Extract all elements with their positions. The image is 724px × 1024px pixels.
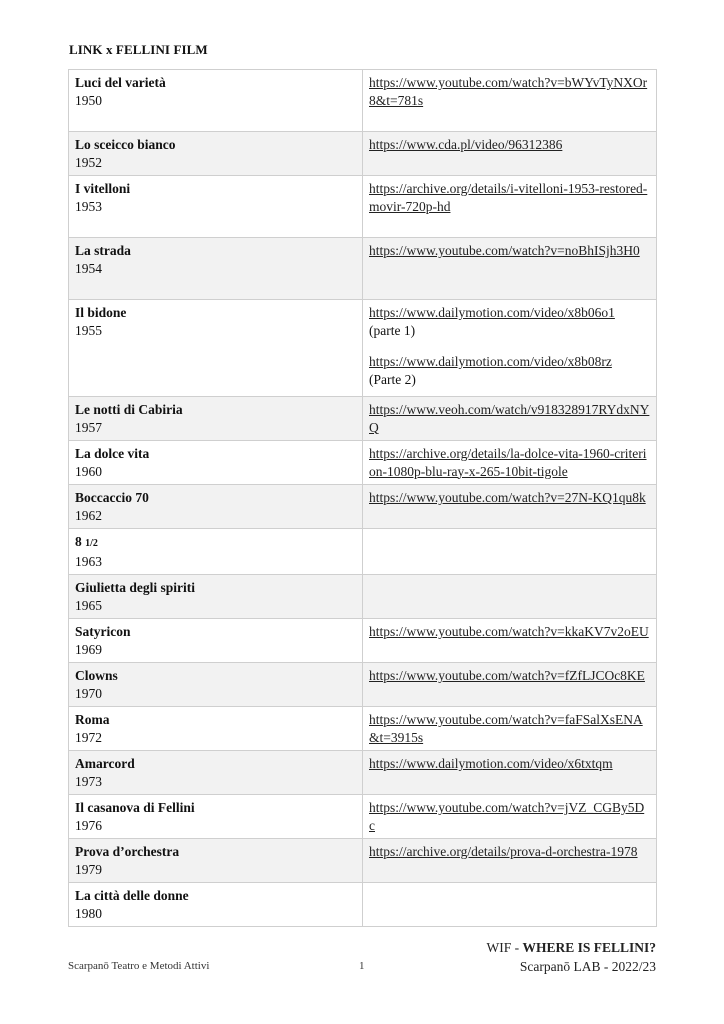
film-link[interactable]: https://www.youtube.com/watch?v=jVZ_CGBy5Dc bbox=[369, 800, 645, 833]
link-cell bbox=[363, 485, 657, 529]
table-row bbox=[69, 397, 657, 441]
film-title-number: 8 bbox=[75, 534, 82, 549]
film-cell bbox=[69, 883, 363, 927]
film-year: 1952 bbox=[75, 154, 102, 170]
link-cell bbox=[363, 176, 657, 238]
film-cell bbox=[69, 839, 363, 883]
page-number: 1 bbox=[359, 960, 365, 972]
film-title: Giulietta degli spiriti bbox=[75, 580, 195, 595]
film-link[interactable]: https://www.dailymotion.com/video/x6txtqm bbox=[369, 756, 613, 771]
film-link[interactable]: https://www.youtube.com/watch?v=27N-KQ1qu8k bbox=[369, 490, 646, 505]
film-link[interactable]: https://archive.org/details/prova-d-orchestra-1978 bbox=[369, 844, 638, 859]
footer-left: Scarpanō Teatro e Metodi Attivi bbox=[68, 960, 210, 972]
film-year: 1979 bbox=[75, 861, 102, 877]
link-cell bbox=[363, 300, 657, 397]
film-title: I vitelloni bbox=[75, 181, 131, 196]
link-note: (parte 1) bbox=[369, 322, 416, 338]
link-cell bbox=[363, 529, 657, 575]
link-note: (Parte 2) bbox=[369, 371, 416, 387]
link-cell bbox=[363, 795, 657, 839]
link-cell bbox=[363, 238, 657, 300]
table-row bbox=[69, 575, 657, 619]
film-year: 1980 bbox=[75, 905, 102, 921]
film-cell bbox=[69, 70, 363, 132]
film-year: 1972 bbox=[75, 729, 102, 745]
film-year: 1976 bbox=[75, 817, 102, 833]
film-cell bbox=[69, 238, 363, 300]
table-row bbox=[69, 751, 657, 795]
table-row bbox=[69, 619, 657, 663]
film-title: La strada bbox=[75, 243, 131, 258]
link-cell bbox=[363, 619, 657, 663]
film-year: 1970 bbox=[75, 685, 102, 701]
film-link[interactable]: https://www.youtube.com/watch?v=bWYvTyNXOr8&t=781s bbox=[369, 75, 648, 108]
film-cell bbox=[69, 619, 363, 663]
link-cell bbox=[363, 132, 657, 176]
footer-right-prefix: WIF - bbox=[486, 940, 523, 955]
table-row bbox=[69, 176, 657, 238]
link-cell bbox=[363, 751, 657, 795]
film-year: 1969 bbox=[75, 641, 102, 657]
film-link[interactable]: https://www.youtube.com/watch?v=noBhISjh3H0 bbox=[369, 243, 640, 258]
film-year: 1955 bbox=[75, 322, 102, 338]
film-cell bbox=[69, 300, 363, 397]
film-year: 1950 bbox=[75, 92, 102, 108]
table-row bbox=[69, 839, 657, 883]
link-cell bbox=[363, 663, 657, 707]
film-link[interactable]: https://www.dailymotion.com/video/x8b08rz bbox=[369, 354, 612, 369]
film-title: Boccaccio 70 bbox=[75, 490, 149, 505]
film-year: 1953 bbox=[75, 198, 102, 214]
film-link[interactable]: https://www.cda.pl/video/96312386 bbox=[369, 137, 563, 152]
film-link[interactable]: https://www.youtube.com/watch?v=kkaKV7v2oEU bbox=[369, 624, 649, 639]
film-title: Clowns bbox=[75, 668, 118, 683]
film-title: Il bidone bbox=[75, 305, 127, 320]
link-cell bbox=[363, 839, 657, 883]
link-cell bbox=[363, 707, 657, 751]
film-link[interactable]: https://archive.org/details/i-vitelloni-1953-restored-movir-720p-hd bbox=[369, 181, 648, 214]
footer-right-line2: Scarpanō LAB - 2022/23 bbox=[519, 959, 656, 974]
film-cell bbox=[69, 132, 363, 176]
footer-right-title: WHERE IS FELLINI? bbox=[522, 940, 656, 955]
table-row bbox=[69, 238, 657, 300]
table-row bbox=[69, 70, 657, 132]
table-row bbox=[69, 529, 657, 575]
film-title: Luci del varietà bbox=[75, 75, 166, 90]
film-title: Le notti di Cabiria bbox=[75, 402, 183, 417]
film-title: La dolce vita bbox=[75, 446, 150, 461]
table-row bbox=[69, 663, 657, 707]
link-cell bbox=[363, 883, 657, 927]
film-link[interactable]: https://www.dailymotion.com/video/x8b06o1 bbox=[369, 305, 615, 320]
film-cell bbox=[69, 795, 363, 839]
film-cell bbox=[69, 529, 363, 575]
film-cell bbox=[69, 441, 363, 485]
film-cell bbox=[69, 707, 363, 751]
table-row bbox=[69, 300, 657, 397]
film-year: 1962 bbox=[75, 507, 102, 523]
film-year: 1957 bbox=[75, 419, 102, 435]
film-title-fraction: 1/2 bbox=[85, 538, 98, 549]
film-year: 1960 bbox=[75, 463, 102, 479]
link-cell bbox=[363, 575, 657, 619]
table-row bbox=[69, 883, 657, 927]
film-title: Roma bbox=[75, 712, 110, 727]
film-link[interactable]: https://www.veoh.com/watch/v918328917RYdxNYQ bbox=[369, 402, 650, 435]
footer-right bbox=[486, 938, 656, 976]
film-cell bbox=[69, 575, 363, 619]
table-row bbox=[69, 132, 657, 176]
film-year: 1965 bbox=[75, 597, 102, 613]
link-cell bbox=[363, 70, 657, 132]
film-title: Satyricon bbox=[75, 624, 131, 639]
film-title bbox=[75, 533, 356, 553]
film-title: La città delle donne bbox=[75, 888, 189, 903]
link-cell bbox=[363, 397, 657, 441]
film-year: 1963 bbox=[75, 553, 102, 569]
film-cell bbox=[69, 663, 363, 707]
film-title: Amarcord bbox=[75, 756, 135, 771]
film-cell bbox=[69, 485, 363, 529]
film-cell bbox=[69, 176, 363, 238]
film-cell bbox=[69, 751, 363, 795]
film-year: 1973 bbox=[75, 773, 102, 789]
film-title: Lo sceicco bianco bbox=[75, 137, 176, 152]
table-row bbox=[69, 485, 657, 529]
film-year: 1954 bbox=[75, 260, 102, 276]
table-row bbox=[69, 707, 657, 751]
link-cell bbox=[363, 441, 657, 485]
film-title: Prova d’orchestra bbox=[75, 844, 180, 859]
film-link[interactable]: https://www.youtube.com/watch?v=faFSalXsENA&t=3915s bbox=[369, 712, 643, 745]
film-title: Il casanova di Fellini bbox=[75, 800, 195, 815]
films-table bbox=[68, 69, 657, 927]
film-link[interactable]: https://archive.org/details/la-dolce-vita-1960-criterion-1080p-blu-ray-x-265-10bit-tigole bbox=[369, 446, 647, 479]
film-link[interactable]: https://www.youtube.com/watch?v=fZfLJCOc8KE bbox=[369, 668, 645, 683]
table-row bbox=[69, 795, 657, 839]
table-row bbox=[69, 441, 657, 485]
page-title: LINK x FELLINI FILM bbox=[69, 42, 208, 57]
film-cell bbox=[69, 397, 363, 441]
